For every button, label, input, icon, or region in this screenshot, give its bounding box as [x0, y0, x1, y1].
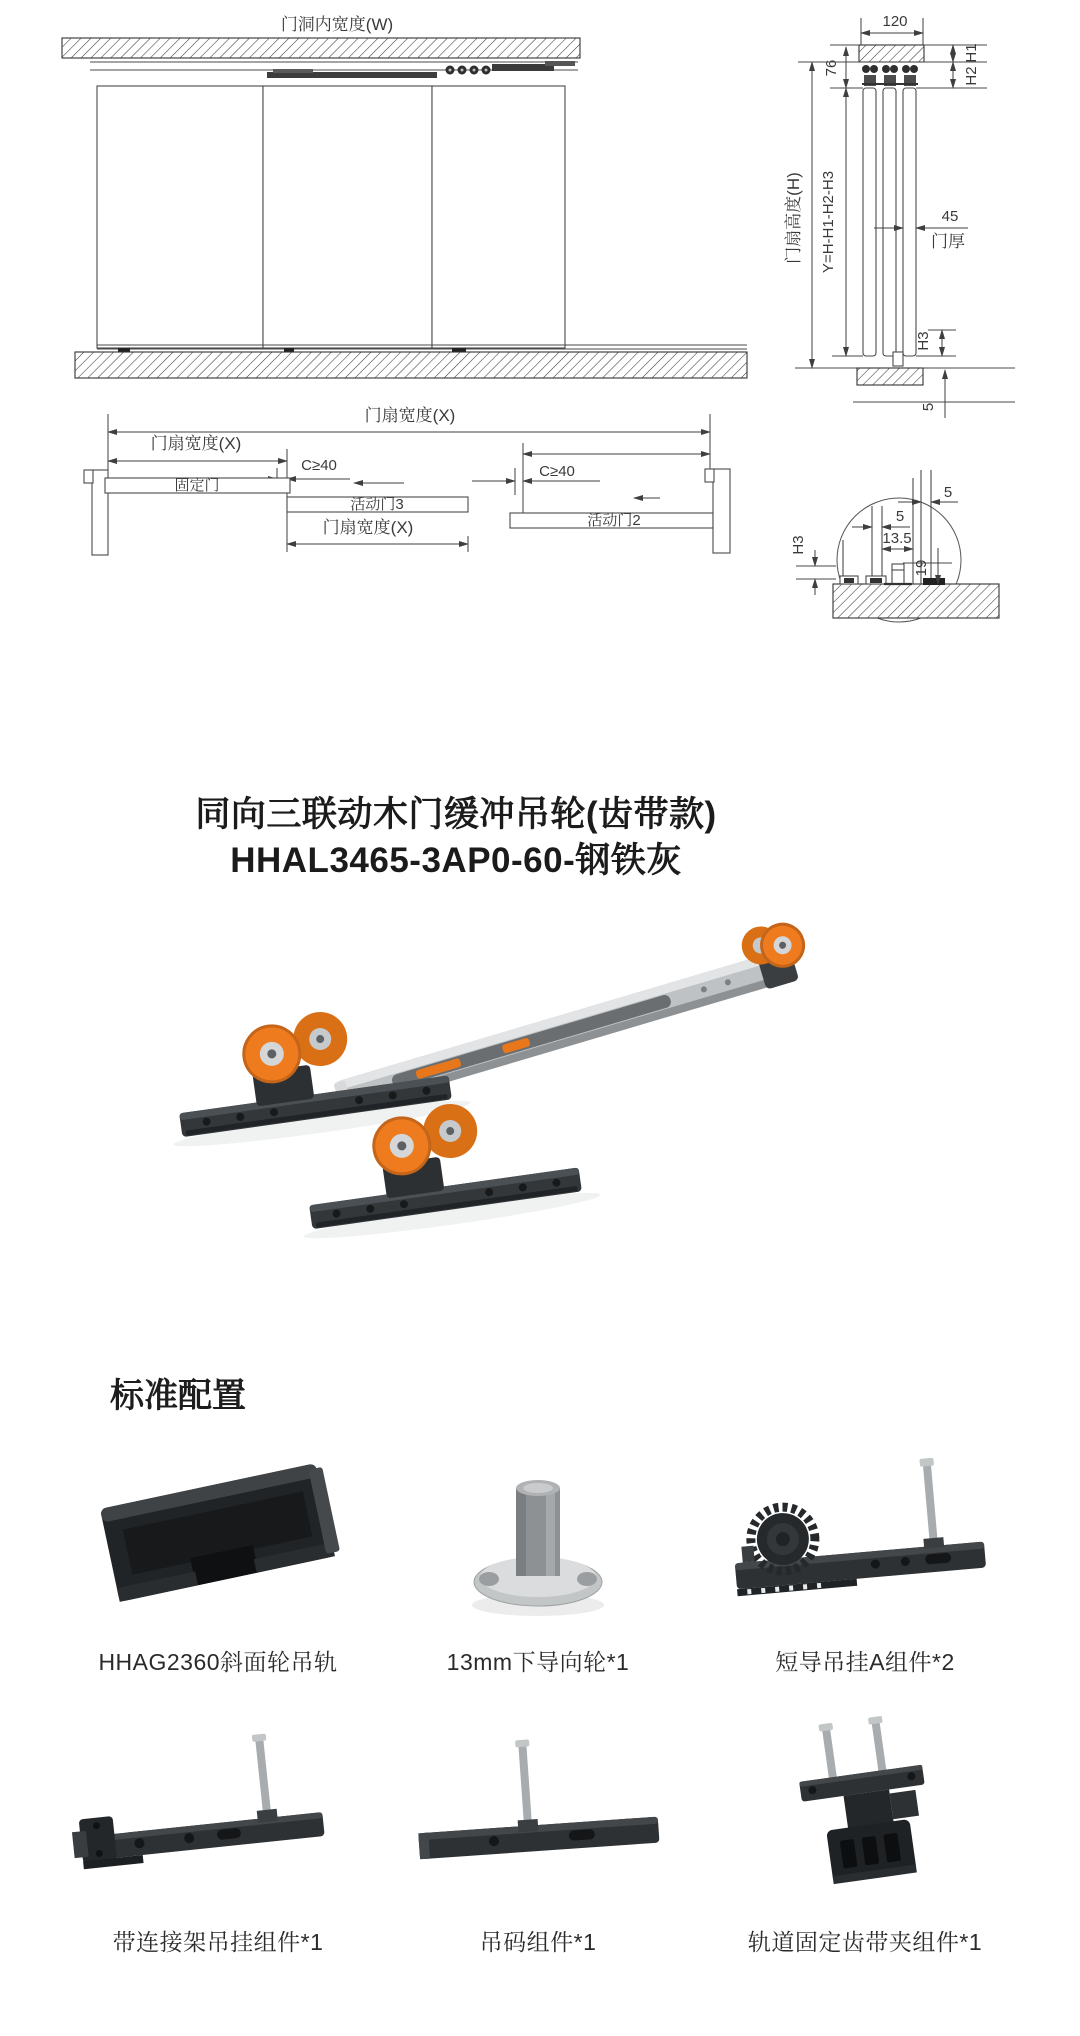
side-floor-hatch: [857, 368, 923, 385]
front-floor-hatch: [75, 352, 747, 378]
front-door-3: [432, 86, 565, 348]
detail-floor-hatch: [833, 584, 999, 618]
belt-clamp-image: [715, 1705, 1015, 1910]
dim-76: 76: [823, 59, 840, 77]
config-item-hanger-a: [715, 1440, 1015, 1677]
door-height-label: 门扇高度(H): [784, 172, 803, 264]
dim-45: 45: [941, 208, 959, 225]
hanger-block-image: [388, 1705, 688, 1910]
detail-dim-5-inner: 5: [895, 508, 905, 525]
door3-label: 活动门3: [350, 496, 404, 513]
config-item-hanger-bracket: [68, 1705, 368, 1957]
plan-c40-left-label: C≥40: [301, 457, 337, 474]
plan-wall-post-right-notch: [705, 469, 714, 482]
plan-x-top-label: 门扇宽度(X): [364, 406, 456, 425]
config-item-track: [68, 1440, 368, 1677]
detail-guide-pin: [892, 564, 904, 584]
side-floor-guide: [893, 352, 903, 366]
side-view-drawing: [784, 13, 1015, 418]
dim-120: 120: [882, 13, 908, 30]
standard-config-heading: 标准配置: [110, 1377, 246, 1415]
dim-h2: H2: [963, 66, 980, 86]
plan-wall-post-left-notch: [84, 470, 93, 483]
hanger-bracket-image: [68, 1705, 368, 1910]
product-title: 同向三联动木门缓冲吊轮(齿带款): [195, 795, 717, 834]
config-item-hanger-block: [388, 1705, 688, 1957]
front-lintel-hatch: [62, 38, 580, 58]
plan-x-bottom-label: 门扇宽度(X): [322, 518, 414, 537]
door-thickness-label: 门厚: [931, 232, 965, 251]
dim-h1: H1: [963, 43, 980, 63]
side-hanger-wheels: [862, 65, 918, 86]
product-model: HHAL3465-3AP0-60-钢铁灰: [230, 841, 682, 880]
detail-dim-h3: H3: [790, 535, 807, 555]
hanger-a-label: 短导吊挂A组件*2: [775, 1649, 955, 1675]
detail-dim-19: 19: [913, 559, 930, 577]
dim-5-side: 5: [920, 402, 937, 412]
door2-label: 活动门2: [587, 512, 641, 529]
config-item-belt-clamp: [715, 1705, 1015, 1957]
plan-view-drawing: [84, 406, 730, 555]
side-door-panel-3: [903, 88, 916, 356]
front-view-drawing: [62, 15, 747, 378]
detail-dim-13-5: 13.5: [882, 530, 912, 547]
track-image: [68, 1440, 368, 1630]
hanger-a-image: [715, 1440, 1015, 1630]
side-ceiling-hatch: [859, 45, 924, 62]
front-door-1: [97, 86, 263, 348]
detail-circle-drawing: [790, 470, 999, 622]
plan-c40-right-label: C≥40: [539, 463, 575, 480]
product-render: [0, 870, 1080, 1340]
front-door-2: [263, 86, 432, 348]
plan-x-left-label: 门扇宽度(X): [150, 434, 242, 453]
track-roller-cluster: [446, 61, 576, 75]
fixed-door-label: 固定门: [174, 477, 220, 494]
side-door-panel-2: [883, 88, 896, 356]
detail-dim-5-outer: 5: [943, 484, 953, 501]
floor-guide-image: [388, 1440, 688, 1630]
hanger-block-label: 吊码组件*1: [479, 1929, 597, 1955]
config-item-floor-guide: [388, 1440, 688, 1677]
dim-h3-side: H3: [915, 331, 932, 351]
floor-guide-label: 13mm下导向轮*1: [446, 1649, 630, 1675]
technical-drawings: [0, 0, 1080, 650]
side-door-panel-1: [863, 88, 876, 356]
hanger-bracket-label: 带连接架吊挂组件*1: [112, 1929, 324, 1955]
formula-label: Y=H-H1-H2-H3: [820, 170, 837, 274]
belt-clamp-label: 轨道固定齿带夹组件*1: [747, 1929, 983, 1955]
front-width-label: 门洞内宽度(W): [280, 15, 394, 34]
track-label: HHAG2360斜面轮吊轨: [98, 1649, 338, 1675]
plan-wall-post-right: [713, 469, 730, 553]
